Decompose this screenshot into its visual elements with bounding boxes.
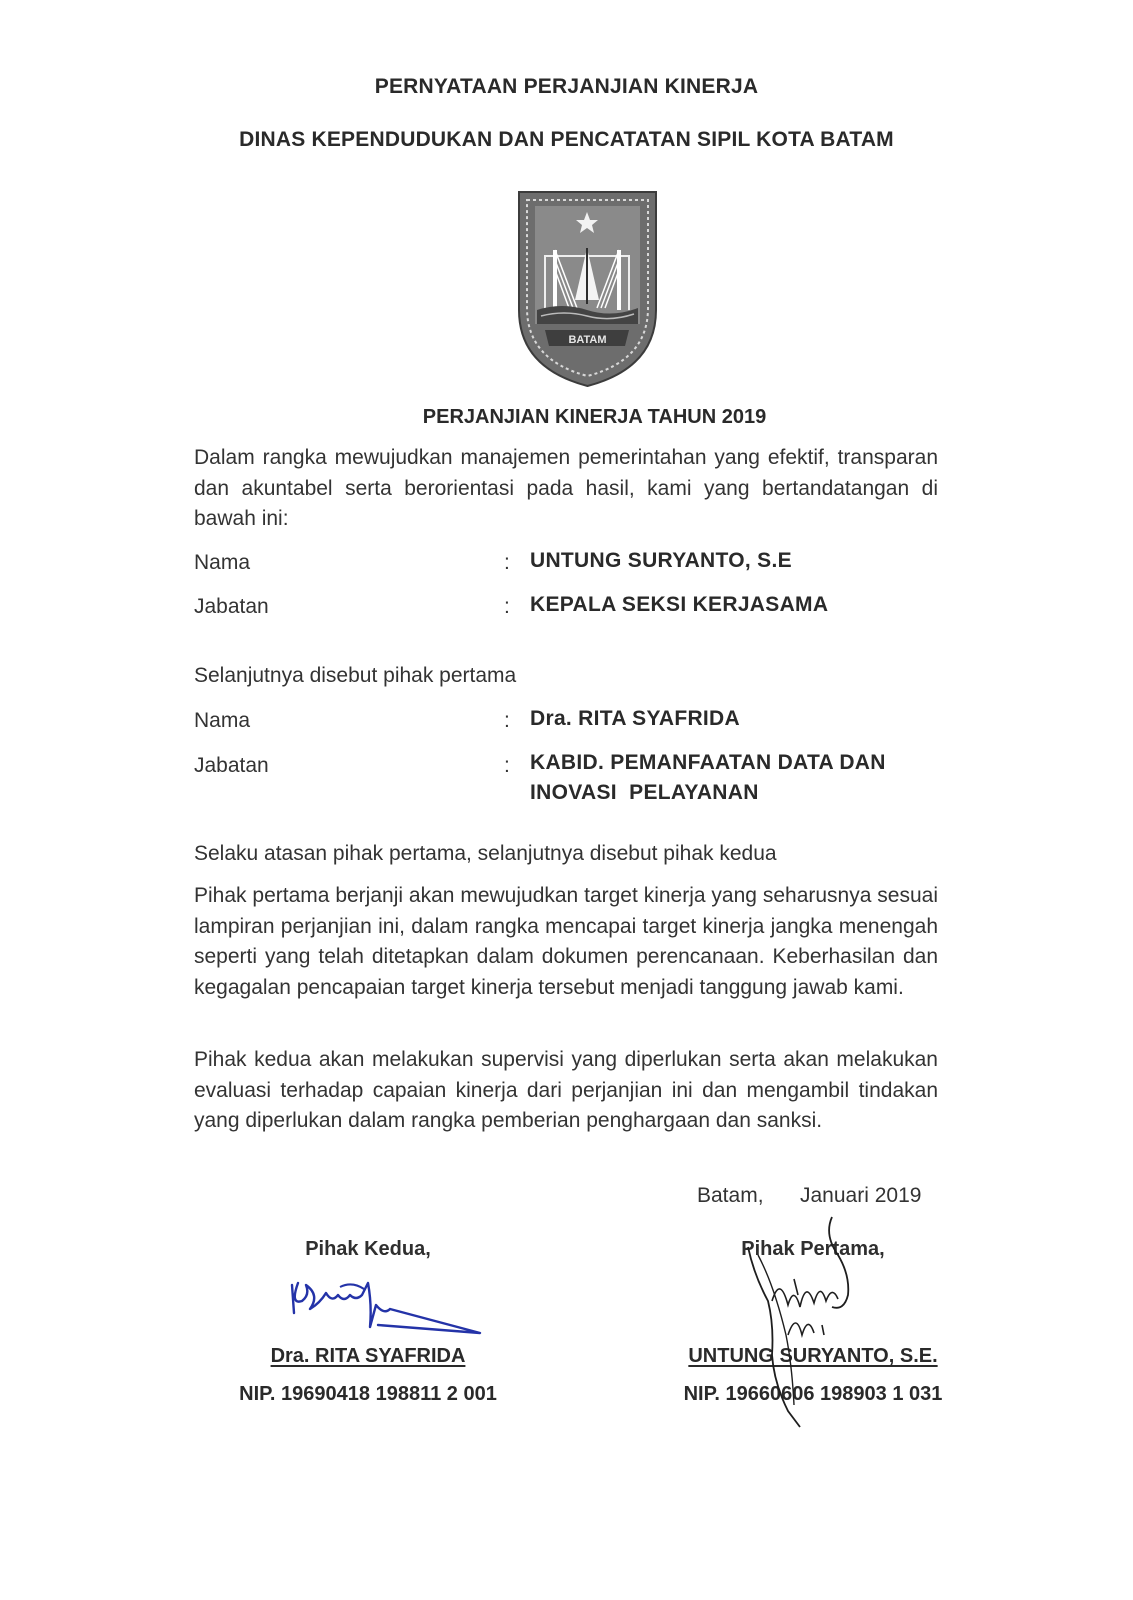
second-party-note: Selaku atasan pihak pertama, selanjutnya disebut pihak kedua (194, 842, 777, 865)
second-party-signature (280, 1265, 490, 1345)
batam-emblem (517, 190, 658, 388)
first-party-note: Selanjutnya disebut pihak pertama (194, 664, 517, 687)
place: Batam, (697, 1184, 764, 1207)
intro-paragraph: Dalam rangka mewujudkan manajemen pemerintahan yang efektif, transparan dan akuntabel serta berorientasi pada hasil, kami yang bertandatangan di bawah ini: (194, 446, 938, 530)
emblem-shield-icon (517, 190, 658, 388)
colon: : (504, 595, 510, 618)
first-party-position-label: Jabatan (194, 595, 269, 618)
supervision-paragraph: Pihak kedua akan melakukan supervisi yang diperlukan serta akan melakukan evaluasi terhadap capaian kinerja dari perjanjian ini dan mengambil tindakan yang diperlukan dalam rangka pemberian penghargaan dan sanksi. (194, 1048, 938, 1132)
second-party-heading: Pihak Kedua, (305, 1238, 431, 1260)
document-title: PERNYATAAN PERJANJIAN KINERJA (374, 75, 759, 98)
date: Januari 2019 (800, 1184, 922, 1207)
agency-name: DINAS KEPENDUDUKAN DAN PENCATATAN SIPIL KOTA BATAM (239, 128, 894, 151)
second-party-position-value-line1: KABID. PEMANFAATAN DATA DAN (530, 751, 886, 774)
colon: : (504, 709, 510, 732)
first-party-heading: Pihak Pertama, (741, 1238, 885, 1260)
second-party-nip: NIP. 19690418 198811 2 001 (239, 1383, 497, 1405)
signature-icon (728, 1215, 878, 1430)
colon: : (504, 551, 510, 574)
first-party-name-value: UNTUNG SURYANTO, S.E (530, 549, 792, 572)
first-party-position-value: KEPALA SEKSI KERJASAMA (530, 593, 829, 616)
commitment-paragraph: Pihak pertama berjanji akan mewujudkan target kinerja yang seharusnya sesuai lampiran perjanjian ini, dalam rangka mencapai target kinerja jangka menengah seperti yang telah ditetapkan dalam dokumen perencanaan. Keberhasilan dan kegagalan pencapaian target kinerja tersebut menjadi tanggung jawab kami. (194, 884, 938, 999)
emblem-text: BATAM (568, 334, 607, 346)
second-party-name-value: Dra. RITA SYAFRIDA (530, 707, 740, 730)
first-party-name-label: Nama (194, 551, 251, 574)
first-party-nip: NIP. 19660606 198903 1 031 (683, 1383, 943, 1405)
colon: : (504, 754, 510, 777)
second-party-name-label: Nama (194, 709, 251, 732)
second-party-position-value-line2: INOVASI PELAYANAN (530, 781, 759, 804)
first-party-signatory-name: UNTUNG SURYANTO, S.E. (688, 1345, 938, 1367)
agreement-title: PERJANJIAN KINERJA TAHUN 2019 (422, 406, 767, 428)
signature-icon (280, 1265, 490, 1345)
second-party-signatory-name: Dra. RITA SYAFRIDA (270, 1345, 466, 1367)
second-party-position-label: Jabatan (194, 754, 269, 777)
first-party-signature (728, 1215, 878, 1430)
